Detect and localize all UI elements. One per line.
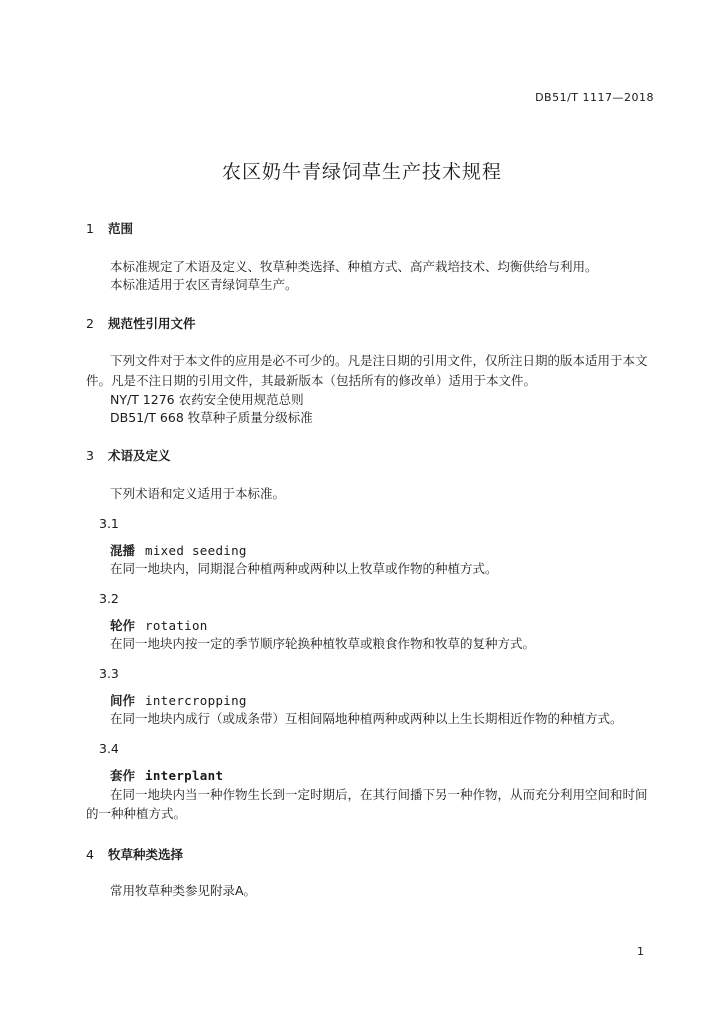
paragraph: 常用牧草种类参见附录A。 [110, 883, 257, 898]
section-number: 2 [86, 316, 94, 331]
term-heading [110, 543, 247, 559]
term-en: rotation [145, 618, 208, 633]
section-4-heading [86, 847, 183, 863]
section-title: 术语及定义 [108, 448, 171, 463]
reference-item: DB51/T 668 牧草种子质量分级标准 [110, 410, 313, 425]
standard-code: DB51/T 1117—2018 [535, 91, 654, 104]
term-definition: 在同一地块内成行（或成条带）互相间隔地种植两种或两种以上生长期相近作物的种植方式。 [110, 711, 623, 726]
section-title: 范围 [108, 221, 134, 236]
term-heading [110, 618, 208, 634]
term-heading [110, 693, 247, 709]
subsection-number: 3.2 [99, 591, 119, 606]
subsection-number: 3.4 [99, 741, 119, 756]
section-number: 4 [86, 847, 94, 862]
paragraph: 本标准适用于农区青绿饲草生产。 [110, 277, 298, 292]
reference-item: NY/T 1276 农药安全使用规范总则 [110, 392, 304, 407]
paragraph: 下列术语和定义适用于本标准。 [110, 486, 286, 501]
term-definition: 在同一地块内当一种作物生长到一定时期后，在其行间播下另一种作物，从而充分利用空间和时间 [110, 787, 648, 802]
term-zh: 轮作 [110, 618, 136, 633]
term-heading [110, 768, 223, 784]
term-en: mixed seeding [145, 543, 247, 558]
subsection-number: 3.3 [99, 666, 119, 681]
section-number: 1 [86, 221, 94, 236]
paragraph: 本标准规定了术语及定义、牧草种类选择、种植方式、高产栽培技术、均衡供给与利用。 [110, 259, 598, 274]
term-zh: 混播 [110, 543, 136, 558]
paragraph: 下列文件对于本文件的应用是必不可少的。凡是注日期的引用文件，仅所注日期的版本适用于本文 [110, 353, 648, 368]
term-en: interplant [145, 768, 224, 783]
term-definition-continued: 的一种种植方式。 [86, 806, 187, 821]
term-zh: 套作 [110, 768, 136, 783]
section-number: 3 [86, 448, 94, 463]
term-en: intercropping [145, 693, 247, 708]
document-title: 农区奶牛青绿饲草生产技术规程 [221, 161, 502, 183]
term-definition: 在同一地块内按一定的季节顺序轮换种植牧草或粮食作物和牧草的复种方式。 [110, 636, 536, 651]
section-1-heading [86, 221, 133, 237]
section-title: 规范性引用文件 [108, 316, 196, 331]
page-number: 1 [637, 945, 644, 958]
paragraph: 件。凡是不注日期的引用文件，其最新版本（包括所有的修改单）适用于本文件。 [86, 373, 537, 388]
term-zh: 间作 [110, 693, 136, 708]
section-title: 牧草种类选择 [108, 847, 184, 862]
subsection-number: 3.1 [99, 516, 119, 531]
section-3-heading [86, 448, 171, 464]
term-definition: 在同一地块内，同期混合种植两种或两种以上牧草或作物的种植方式。 [110, 561, 498, 576]
section-2-heading [86, 316, 196, 332]
